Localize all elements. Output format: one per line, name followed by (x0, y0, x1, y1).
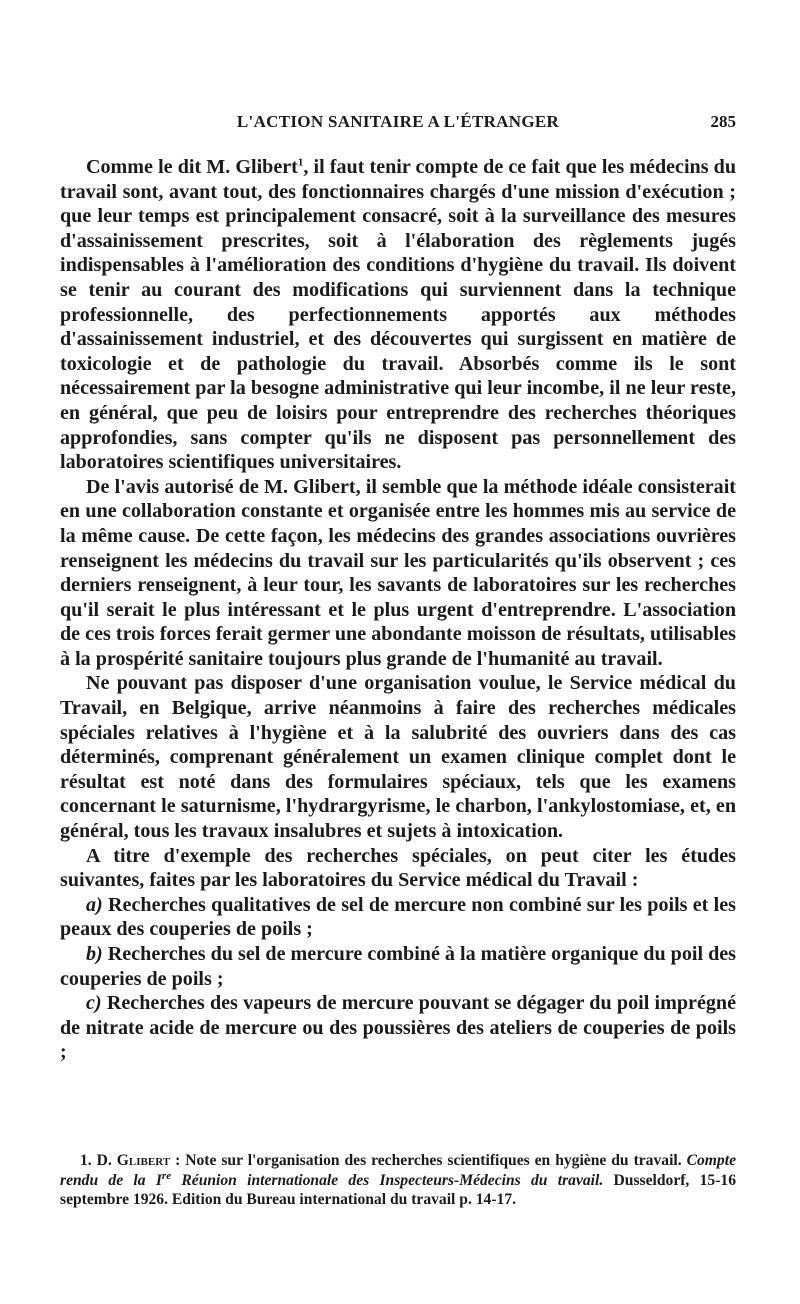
list-item-b (60, 942, 736, 991)
paragraph-1-start: Comme le dit M. Glibert (86, 156, 298, 178)
footnote-reference: 1 (297, 156, 304, 169)
page-header (60, 112, 736, 140)
paragraph-2: De l'avis autorisé de M. Glibert, il semble que la méthode idéale consisterait en une collaboration constante et organisée entre les hommes mis au service de la même cause. De cette façon, les médecins des grandes associations ouvrières renseignent les médecins du travail sur les particularités qu'ils observent ; ces derniers renseignent, à leur tour, les savants de laboratoires sur les recherches qu'il serait le plus intéressant et le plus urgent d'entreprendre. L'association de ces trois forces ferait germer une abondante moisson de résultats, utilisables à la prospérité sanitaire toujours plus grande de l'humanité au travail. (60, 475, 736, 670)
list-item-a (60, 893, 736, 942)
list-item-c (60, 991, 736, 1065)
running-head: L'ACTION SANITAIRE A L'ÉTRANGER (236, 112, 560, 131)
list-item-text: Recherches des vapeurs de mercure pouvant se dégager du poil imprégné de nitrate acide de mercure ou des poussières des ateliers de couperies de poils ; (60, 992, 737, 1064)
body-text (60, 155, 736, 1065)
footnote-title-superscript: re (161, 1169, 172, 1182)
footnote-1 (60, 1151, 736, 1210)
footnotes (60, 1151, 736, 1210)
paragraph-1-rest: , il faut tenir compte de ce fait que les médecins du travail sont, avant tout, des fonctionnaires chargés d'une mission d'exécution ; que leur temps est principalement consacré, soit à la surveillance des mesures d'assainissement prescrites, soit à l'élaboration des règlements jugés indispensables à l'amélioration des conditions d'hygiène du travail. Ils doivent se tenir au courant des modifications qui surviennent dans la technique professionnelle, des perfectionnements apportés aux méthodes d'assainissement industriel, et des découvertes qui surgissent en matière de toxicologie et de pathologie du travail. Absorbés comme ils le sont nécessairement par la besogne administrative qui leur incombe, il ne leur reste, en général, que peu de loisirs pour entreprendre des recherches théoriques approfondies, sans compter qu'ils ne disposent pas personnellement des laboratoires scientifiques universitaires. (60, 156, 736, 474)
list-marker: c) (86, 992, 102, 1015)
paragraph-4: A titre d'exemple des recherches spéciales, on peut citer les études suivantes, faites par les laboratoires du Service médical du Travail : (60, 844, 736, 892)
footnote-publication: Dusseldorf, 15-16 septembre 1926. Edition du Bureau international du travail p. 14-17. (60, 1171, 737, 1208)
list-item-text: Recherches du sel de mercure combiné à la matière organique du poil des couperies de poils ; (60, 943, 737, 990)
footnote-number: 1. (80, 1152, 92, 1169)
footnote-title: Compte rendu de la I (60, 1152, 736, 1189)
footnote-text: : Note sur l'organisation des recherches scientifiques en hygiène du travail. (170, 1152, 687, 1169)
list-marker: a) (86, 893, 103, 916)
page-number: 285 (710, 112, 736, 131)
footnote-title-rest: Réunion internationale des Inspecteurs-Médecins du travail. (171, 1171, 604, 1189)
list-item-text: Recherches qualitatives de sel de mercure non combiné sur les poils et les peaux des couperies de poils ; (60, 893, 736, 941)
paragraph-3: Ne pouvant pas disposer d'une organisation voulue, le Service médical du Travail, en Belgique, arrive néanmoins à faire des recherches médicales spéciales relatives à l'hygiène et à la salubrité des ouvriers dans des cas déterminés, comprenant généralement un examen clinique complet dont le résultat est noté dans des formulaires spéciaux, tels que les examens concernant le saturnisme, l'hydrargyrisme, le charbon, l'ankylostomiase, et, en général, tous les travaux insalubres et sujets à intoxication. (60, 672, 736, 843)
list-marker: b) (86, 943, 103, 965)
paragraph-1 (60, 155, 736, 475)
footnote-author: D. Glibert (96, 1152, 171, 1169)
